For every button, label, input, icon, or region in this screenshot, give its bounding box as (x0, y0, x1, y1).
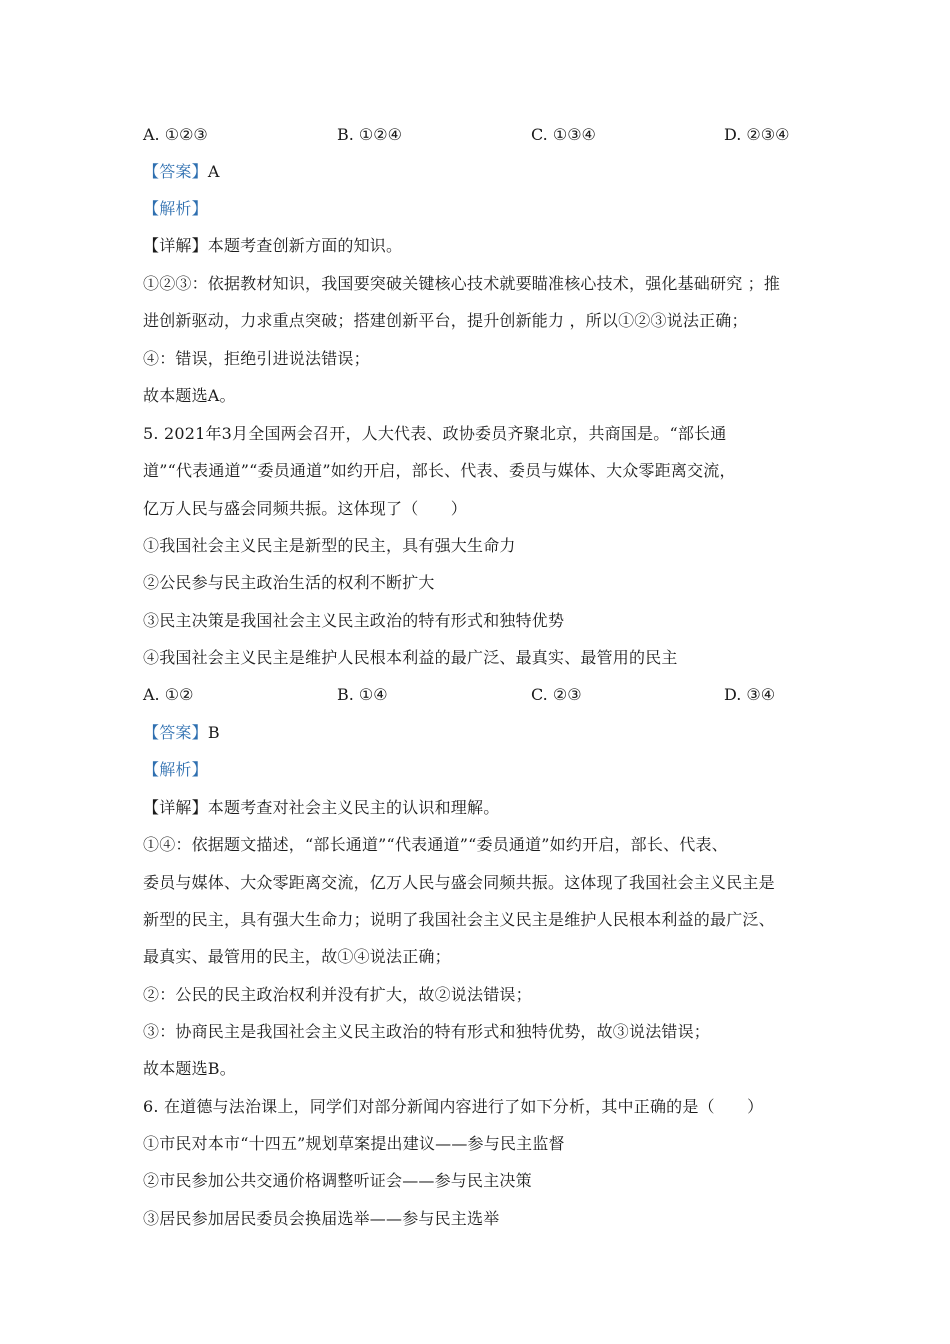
q5-option-a: A. ①② (143, 685, 194, 704)
q5-answer (143, 722, 220, 744)
answer-label: 【答案】 (143, 723, 208, 742)
answer-label: 【答案】 (143, 162, 208, 181)
q4-analysis-label: 【解析】 (143, 199, 208, 218)
q4-detail-line: 进创新驱动，力求重点突破；搭建创新平台，提升创新能力 ，所以①②③说法正确； (143, 311, 748, 330)
q5-stem-line: 亿万人民与盛会同频共振。这体现了（ ） (143, 499, 468, 518)
q5-statement: ③民主决策是我国社会主义民主政治的特有形式和独特优势 (143, 611, 565, 630)
q4-answer-value: A (207, 162, 220, 181)
q5-statement: ④我国社会主义民主是维护人民根本利益的最广泛、最真实、最管用的民主 (143, 648, 678, 667)
q4-detail-line: ④：错误，拒绝引进说法错误； (143, 349, 370, 368)
q5-stem-line: 道”“代表通道”“委员通道”如约开启，部长、代表、委员与媒体、大众零距离交流， (143, 461, 736, 480)
q6-statement: ②市民参加公共交通价格调整听证会——参与民主决策 (143, 1171, 532, 1190)
q5-detail-line: ①④：依据题文描述，“部长通道”“代表通道”“委员通道”如约开启，部长、代表、 (143, 835, 728, 854)
q5-detail-line: 最真实、最管用的民主，故①④说法正确； (143, 947, 451, 966)
q5-answer-value: B (207, 723, 220, 742)
q6-statement: ③居民参加居民委员会换届选举——参与民主选举 (143, 1209, 500, 1228)
q5-detail-line: ③：协商民主是我国社会主义民主政治的特有形式和独特优势，故③说法错误； (143, 1022, 711, 1041)
q4-option-a: A. ①②③ (143, 125, 208, 144)
q5-detail-line: 新型的民主，具有强大生命力；说明了我国社会主义民主是维护人民根本利益的最广泛、 (143, 910, 775, 929)
q5-detail-intro: 【详解】本题考查对社会主义民主的认识和理解。 (143, 798, 500, 817)
q4-option-b: B. ①②④ (337, 125, 402, 144)
q6-statement: ①市民对本市“十四五”规划草案提出建议——参与民主监督 (143, 1134, 565, 1153)
q5-detail-line: ②：公民的民主政治权利并没有扩大，故②说法错误； (143, 985, 532, 1004)
q5-analysis-label: 【解析】 (143, 760, 208, 779)
q5-detail-line: 委员与媒体、大众零距离交流，亿万人民与盛会同频共振。这体现了我国社会主义民主是 (143, 873, 775, 892)
q4-detail-line: ①②③：依据教材知识，我国要突破关键核心技术就要瞄准核心技术，强化基础研究 ；推 (143, 274, 781, 293)
q4-detail-intro: 【详解】本题考查创新方面的知识。 (143, 236, 403, 255)
q4-answer (143, 161, 220, 183)
q5-statement: ①我国社会主义民主是新型的民主，具有强大生命力 (143, 536, 516, 555)
q5-stem-line: 5. 2021年3月全国两会召开，人大代表、政协委员齐聚北京，共商国是。“部长通 (143, 424, 727, 443)
q5-statement: ②公民参与民主政治生活的权利不断扩大 (143, 573, 435, 592)
q5-detail-conclusion: 故本题选B。 (143, 1059, 236, 1078)
q4-detail-conclusion: 故本题选A。 (143, 386, 236, 405)
q5-option-d: D. ③④ (724, 685, 776, 704)
q5-option-b: B. ①④ (337, 685, 388, 704)
q4-option-c: C. ①③④ (531, 125, 596, 144)
q6-stem: 6. 在道德与法治课上，同学们对部分新闻内容进行了如下分析，其中正确的是（ ） (143, 1097, 764, 1116)
q4-option-d: D. ②③④ (724, 125, 790, 144)
q5-option-c: C. ②③ (531, 685, 582, 704)
